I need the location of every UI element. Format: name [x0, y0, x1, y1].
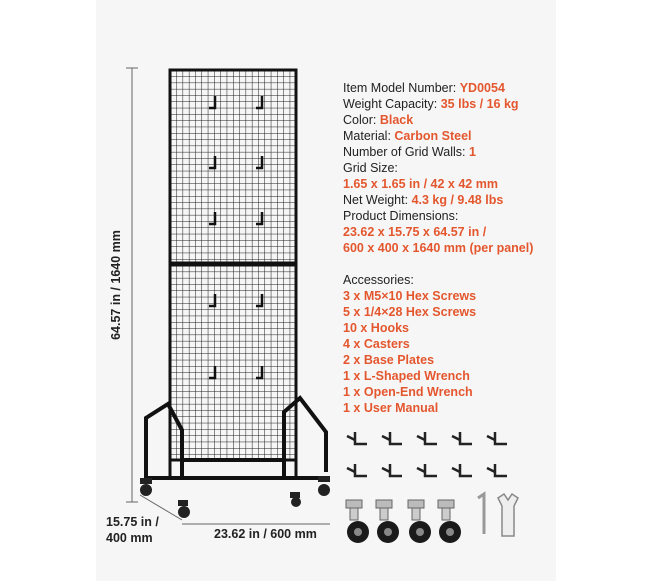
spec-item-model: Item Model Number: YD0054 — [343, 81, 505, 95]
accessory-casters — [346, 500, 461, 543]
spec-dimensions-in: 23.62 x 15.75 x 64.57 in / — [343, 225, 487, 239]
accessory-item: 2 x Base Plates — [343, 353, 435, 367]
accessory-item: 3 x M5×10 Hex Screws — [343, 289, 477, 303]
spec-color: Color: Black — [343, 113, 414, 127]
accessory-item: 5 x 1/4×28 Hex Screws — [343, 305, 477, 319]
depth-dimension-label — [106, 514, 159, 546]
depth-dimension-line2: 400 mm — [106, 531, 153, 545]
accessory-item: 1 x L-Shaped Wrench — [343, 369, 470, 383]
accessory-item: 1 x Open-End Wrench — [343, 385, 473, 399]
depth-dimension-line1: 15.75 in / — [106, 515, 159, 529]
accessory-item: 4 x Casters — [343, 337, 410, 351]
spec-gap — [343, 256, 643, 272]
grid-wall-panel — [170, 70, 296, 478]
spec-weight-capacity: Weight Capacity: 35 lbs / 16 kg — [343, 97, 519, 111]
spec-dimensions-label: Product Dimensions: — [343, 209, 459, 223]
width-dimension-label: 23.62 in / 600 mm — [214, 527, 317, 541]
spec-grid-size-label: Grid Size: — [343, 161, 398, 175]
spec-grid-walls: Number of Grid Walls: 1 — [343, 145, 476, 159]
l-shaped-wrench — [478, 494, 484, 534]
spec-material: Material: Carbon Steel — [343, 129, 472, 143]
height-dimension-line — [126, 68, 138, 502]
spec-grid-size-value: 1.65 x 1.65 in / 42 x 42 mm — [343, 177, 498, 191]
accessory-hooks — [347, 432, 507, 476]
accessory-item: 1 x User Manual — [343, 401, 439, 415]
accessories-title: Accessories: — [343, 273, 414, 287]
open-end-wrench — [498, 494, 518, 536]
spec-net-weight: Net Weight: 4.3 kg / 9.48 lbs — [343, 193, 504, 207]
height-dimension-label: 64.57 in / 1640 mm — [109, 230, 123, 340]
spec-list — [343, 80, 643, 416]
spec-dimensions-mm: 600 x 400 x 1640 mm (per panel) — [343, 241, 534, 255]
accessory-item: 10 x Hooks — [343, 321, 410, 335]
